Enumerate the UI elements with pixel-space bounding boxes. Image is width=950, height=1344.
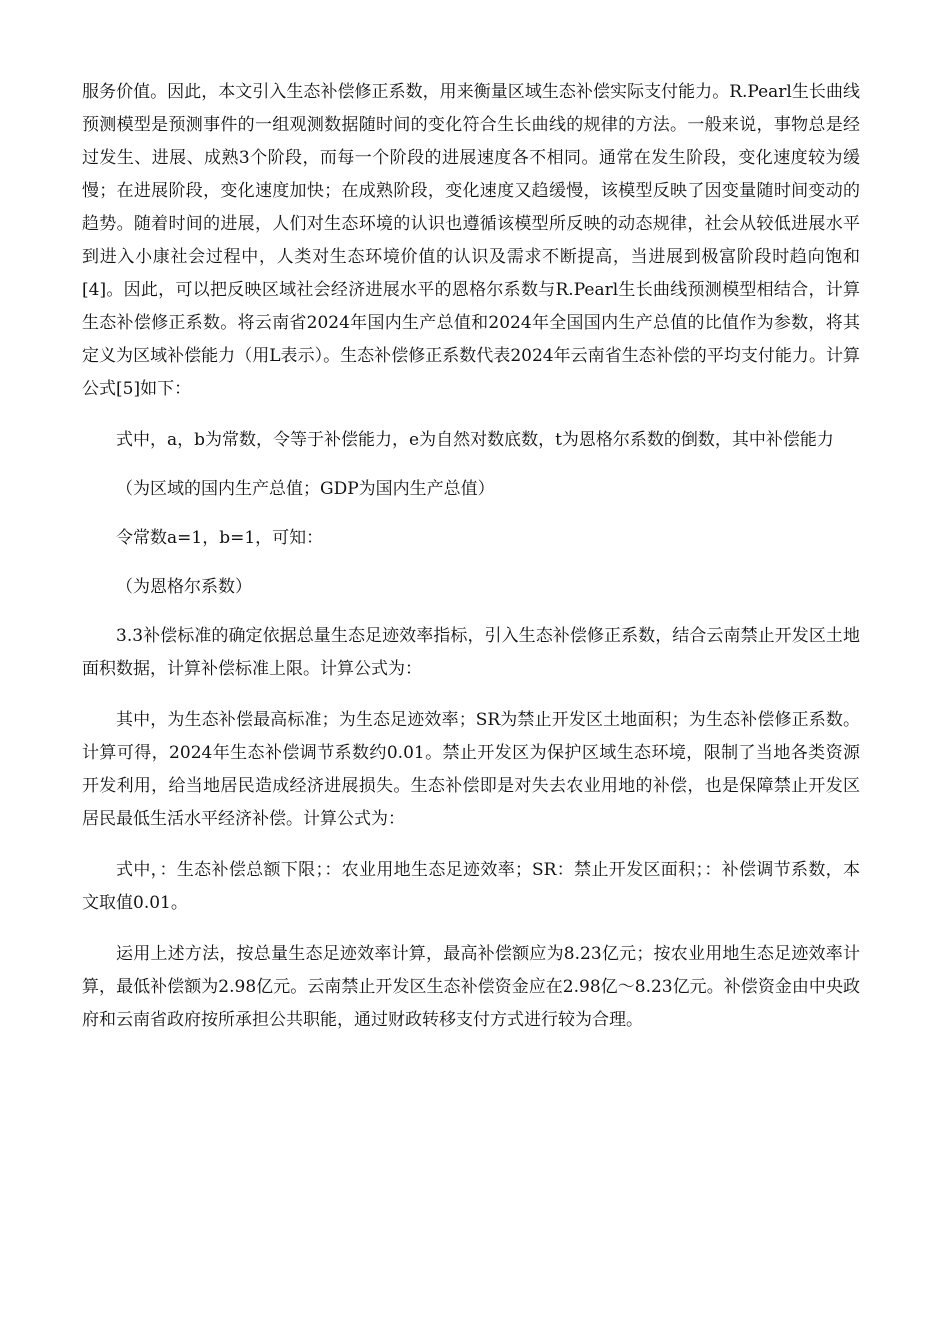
paragraph-engel-note: （为恩格尔系数） xyxy=(116,577,252,597)
paragraph-lower-limit: 式中，：生态补偿总额下限；：农业用地生态足迹效率；SR：禁止开发区面积；：补偿调节系数，本文取值0.01。 xyxy=(82,860,860,913)
document-body xyxy=(82,76,860,1037)
paragraph-conclusion: 运用上述方法，按总量生态足迹效率计算，最高补偿额应为8.23亿元；按农业用地生态足迹效率计算，最低补偿额为2.98亿元。云南禁止开发区生态补偿资金应在2.98亿～8.23亿元。补偿资金由中央政府和云南省政府按所承担公共职能，通过财政转移支付方式进行较为合理。 xyxy=(82,944,860,1030)
paragraph-formula-explanation: 式中，a，b为常数，令等于补偿能力，e为自然对数底数，t为恩格尔系数的倒数，其中补偿能力 xyxy=(116,430,834,450)
paragraph-upper-limit: 其中，为生态补偿最高标准；为生态足迹效率；SR为禁止开发区土地面积；为生态补偿修正系数。计算可得，2024年生态补偿调节系数约0.01。禁止开发区为保护区域生态环境，限制了当地各类资源开发利用，给当地居民造成经济进展损失。生态补偿即是对失去农业用地的补偿，也是保障禁止开发区居民最低生活水平经济补偿。计算公式为： xyxy=(82,710,860,829)
paragraph-gdp-note: （为区域的国内生产总值；GDP为国内生产总值） xyxy=(116,479,495,499)
paragraph-section-3-3: 3.3补偿标准的确定依据总量生态足迹效率指标，引入生态补偿修正系数，结合云南禁止开发区土地面积数据，计算补偿标准上限。计算公式为： xyxy=(82,626,860,679)
paragraph-constants: 令常数a=1，b=1，可知： xyxy=(116,528,324,548)
paragraph-rpearl-model: 服务价值。因此，本文引入生态补偿修正系数，用来衡量区域生态补偿实际支付能力。R.Pearl生长曲线预测模型是预测事件的一组观测数据随时间的变化符合生长曲线的规律的方法。一般来说，事物总是经过发生、进展、成熟3个阶段，而每一个阶段的进展速度各不相同。通常在发生阶段，变化速度较为缓慢；在进展阶段，变化速度加快；在成熟阶段，变化速度又趋缓慢，该模型反映了因变量随时间变动的趋势。随着时间的进展，人们对生态环境的认识也遵循该模型所反映的动态规律，社会从较低进展水平到进入小康社会过程中，人类对生态环境价值的认识及需求不断提高，当进展到极富阶段时趋向饱和[4]。因此，可以把反映区域社会经济进展水平的恩格尔系数与R.Pearl生长曲线预测模型相结合，计算生态补偿修正系数。将云南省2024年国内生产总值和2024年全国国内生产总值的比值作为参数，将其定义为区域补偿能力（用L表示）。生态补偿修正系数代表2024年云南省生态补偿的平均支付能力。计算公式[5]如下： xyxy=(82,82,860,399)
